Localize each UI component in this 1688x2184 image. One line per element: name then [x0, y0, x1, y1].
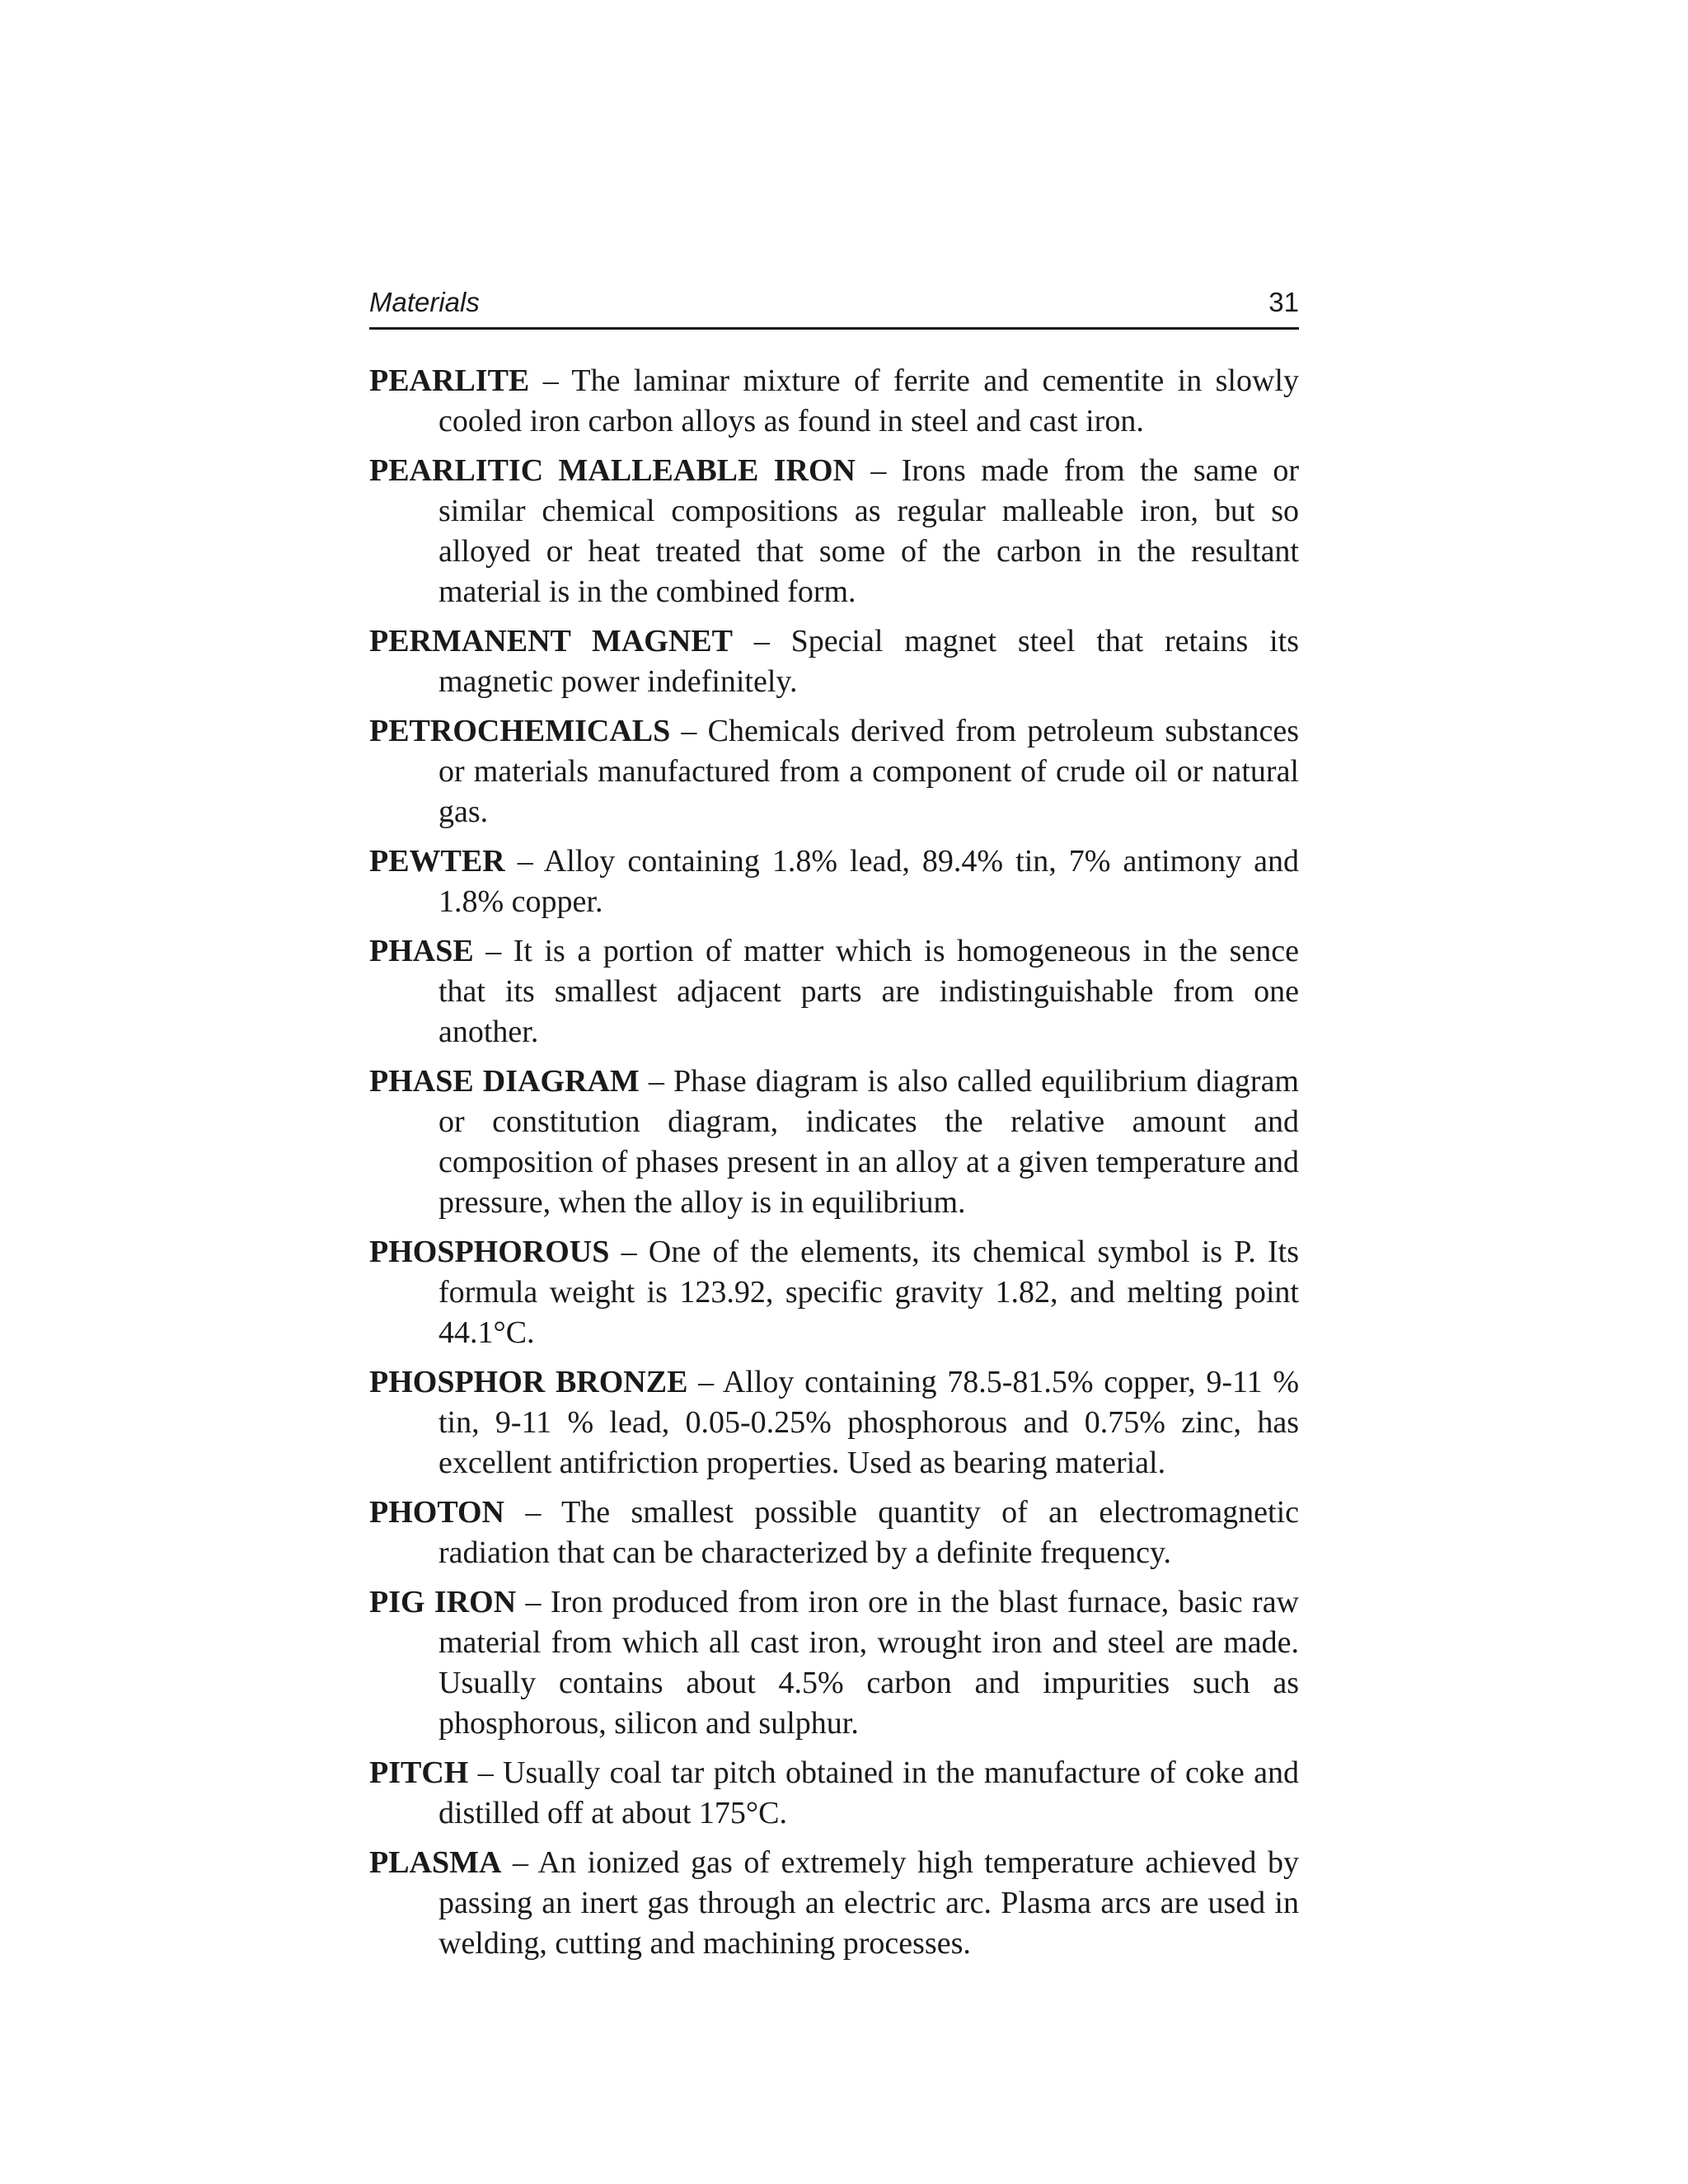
glossary-entry: PIG IRON – Iron produced from iron ore in the blast furnace, basic raw material from which all cast iron, wrought iron and steel are made. Usually contains about 4.5% carbon and impurities such as phosphorous, silicon and sulphur.: [369, 1585, 1300, 1741]
glossary-entry: PEARLITE – The laminar mixture of ferrite and cementite in slowly cooled iron carbon alloys as found in steel and cast iron.: [369, 363, 1299, 438]
section-title: Materials: [369, 287, 480, 317]
entry-term: PEARLITIC MALLEABLE IRON: [369, 453, 856, 488]
glossary-entry: PHOSPHOR BRONZE – Alloy containing 78.5-81.5% copper, 9-11 % tin, 9-11 % lead, 0.05-0.25% phosphorous and 0.75% zinc, has excellent antifriction properties. Used as bearing material.: [369, 1365, 1300, 1480]
entry-term: PHOTON: [369, 1495, 504, 1530]
entry-definition: Usually coal tar pitch obtained in the manufacture of coke and distilled off at about 175°C.: [438, 1755, 1299, 1830]
entry-definition: Chemicals derived from petroleum substances or materials manufactured from a component of crude oil or natural gas.: [438, 714, 1300, 829]
entry-term: PEWTER: [369, 844, 505, 879]
entry-definition: Irons made from the same or similar chemical compositions as regular malleable iron, but so alloyed or heat treated that some of the carbon in the resultant material is in the combined form.: [438, 453, 1299, 609]
glossary-entry: PHOSPHOROUS – One of the elements, its chemical symbol is P. Its formula weight is 123.92, specific gravity 1.82, and melting point 44.1°C.: [369, 1235, 1299, 1350]
glossary-entry: PEARLITIC MALLEABLE IRON – Irons made from the same or similar chemical compositions as regular malleable iron, but so alloyed or heat treated that some of the carbon in the resultant material is in the combined form.: [369, 453, 1299, 609]
book-page: [369, 288, 1299, 1973]
running-header: [369, 288, 1299, 330]
entry-term: PHASE: [369, 934, 474, 968]
entry-term: PETROCHEMICALS: [369, 714, 671, 748]
entry-term: PIG IRON: [369, 1585, 517, 1619]
glossary-entry: PLASMA – An ionized gas of extremely high temperature achieved by passing an inert gas through an electric arc. Plasma arcs are used in welding, cutting and machining processes.: [369, 1845, 1299, 1961]
entry-term: PLASMA: [369, 1845, 502, 1880]
glossary-entry: PHOTON – The smallest possible quantity of an electromagnetic radiation that can be characterized by a definite frequency.: [369, 1495, 1299, 1570]
entry-definition: The smallest possible quantity of an electromagnetic radiation that can be characterized by a definite frequency.: [438, 1495, 1299, 1570]
entry-definition: An ionized gas of extremely high temperature achieved by passing an inert gas through an electric arc. Plasma arcs are used in welding, cutting and machining processes.: [438, 1845, 1299, 1961]
page-number: 31: [1268, 287, 1299, 317]
glossary-entries: [369, 361, 1299, 1964]
glossary-entry: PETROCHEMICALS – Chemicals derived from petroleum substances or materials manufactured from a component of crude oil or natural gas.: [369, 714, 1300, 829]
glossary-entry: PITCH – Usually coal tar pitch obtained in the manufacture of coke and distilled off at about 175°C.: [369, 1755, 1299, 1830]
entry-definition: Special magnet steel that retains its magnetic power indefinitely.: [438, 624, 1299, 699]
glossary-entry: PHASE – It is a portion of matter which is homogeneous in the sence that its smallest adjacent parts are indistinguishable from one another.: [369, 934, 1300, 1049]
glossary-entry: PEWTER – Alloy containing 1.8% lead, 89.4% tin, 7% antimony and 1.8% copper.: [369, 844, 1299, 919]
entry-term: PITCH: [369, 1755, 469, 1790]
entry-term: PHASE DIAGRAM: [369, 1064, 640, 1099]
entry-definition: The laminar mixture of ferrite and cementite in slowly cooled iron carbon alloys as found in steel and cast iron.: [438, 363, 1299, 438]
glossary-entry: PHASE DIAGRAM – Phase diagram is also called equilibrium diagram or constitution diagram, indicates the relative amount and composition of phases present in an alloy at a given temperature and pressure, when the alloy is in equilibrium.: [369, 1064, 1299, 1220]
entry-definition: Alloy containing 1.8% lead, 89.4% tin, 7% antimony and 1.8% copper.: [438, 844, 1299, 919]
entry-definition: Phase diagram is also called equilibrium diagram or constitution diagram, indicates the relative amount and composition of phases present in an alloy at a given temperature and pressure, when the alloy is in equilibrium.: [438, 1064, 1299, 1220]
entry-term: PERMANENT MAGNET: [369, 624, 733, 658]
entry-definition: It is a portion of matter which is homogeneous in the sence that its smallest adjacent parts are indistinguishable from one another.: [438, 934, 1300, 1049]
entry-definition: Iron produced from iron ore in the blast furnace, basic raw material from which all cast iron, wrought iron and steel are made. Usually contains about 4.5% carbon and impurities such as phosphorous, silicon and sulphur.: [438, 1585, 1300, 1741]
entry-definition: Alloy containing 78.5-81.5% copper, 9-11 % tin, 9-11 % lead, 0.05-0.25% phosphorous and 0.75% zinc, has excellent antifriction properties. Used as bearing material.: [438, 1365, 1300, 1480]
entry-term: PEARLITE: [369, 363, 530, 398]
entry-definition: One of the elements, its chemical symbol is P. Its formula weight is 123.92, specific gravity 1.82, and melting point 44.1°C.: [438, 1235, 1299, 1350]
glossary-entry: PERMANENT MAGNET – Special magnet steel that retains its magnetic power indefinitely.: [369, 624, 1299, 699]
entry-term: PHOSPHOROUS: [369, 1235, 610, 1269]
entry-term: PHOSPHOR BRONZE: [369, 1365, 688, 1399]
